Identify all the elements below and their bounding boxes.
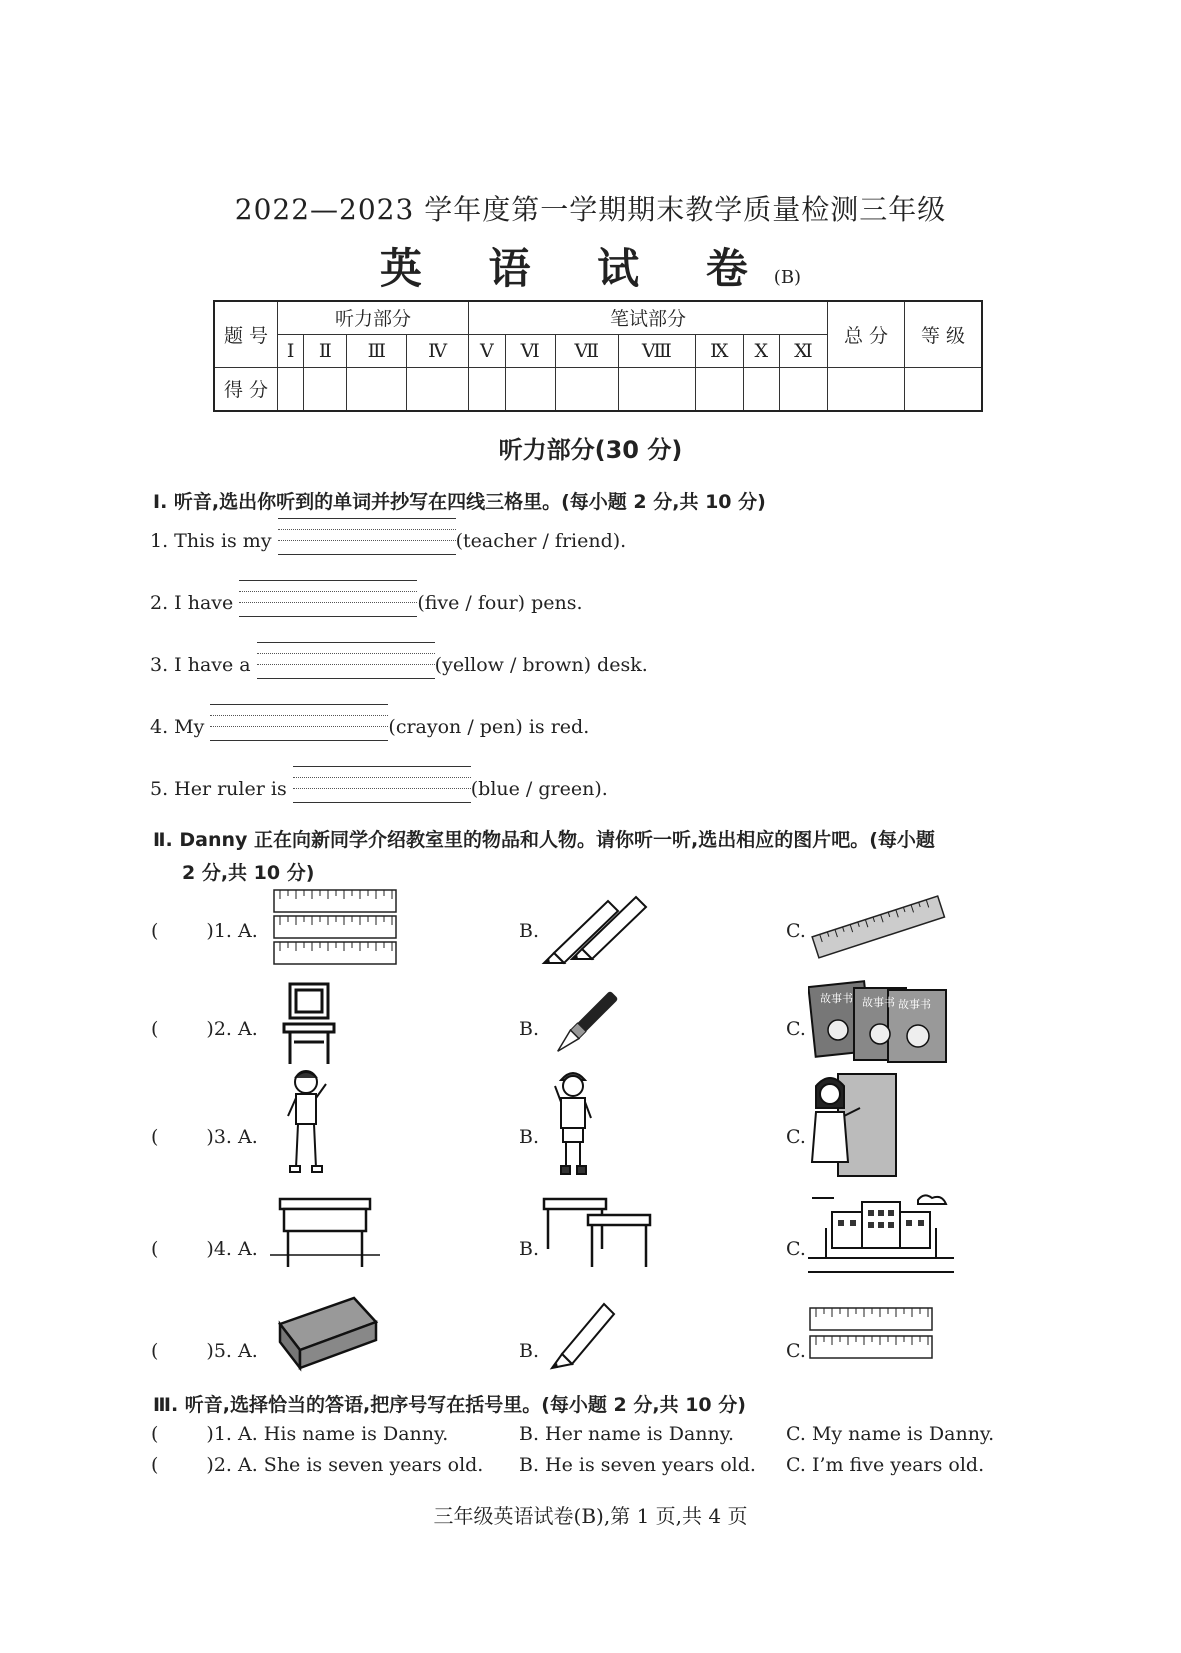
- ruler-picture: [806, 890, 950, 962]
- option-b-label: B.: [519, 1018, 540, 1040]
- total-score-header: 总 分: [828, 301, 905, 367]
- answer-bracket[interactable]: ( )2. A. She is seven years old.: [151, 1454, 484, 1476]
- score-cell[interactable]: [743, 367, 779, 411]
- two-rulers-picture: [808, 1306, 936, 1362]
- part1-item-text: 5. Her ruler is: [150, 778, 287, 800]
- option-b-label: B.: [519, 1126, 540, 1148]
- option-b-label: B.: [519, 920, 540, 942]
- score-cell[interactable]: [695, 367, 743, 411]
- part1-item-text: 4. My: [150, 716, 205, 738]
- score-row-label: 得 分: [214, 367, 278, 411]
- numeral-cell: Ⅷ: [618, 334, 695, 367]
- numeral-cell: Ⅲ: [347, 334, 407, 367]
- girl-student-picture: [284, 1068, 332, 1178]
- option-c-label: C.: [786, 1340, 806, 1362]
- exam-version: (B): [773, 267, 802, 288]
- four-line-grid[interactable]: [278, 532, 456, 552]
- part2-heading-line1: Ⅱ. Danny 正在向新同学介绍教室里的物品和人物。请你听一听,选出相应的图片吧。(每小题: [153, 829, 935, 851]
- four-line-grid[interactable]: [257, 656, 435, 676]
- part3-option-b: B. He is seven years old.: [519, 1454, 756, 1476]
- part1-heading: Ⅰ. 听音,选出你听到的单词并抄写在四线三格里。(每小题 2 分,共 10 分): [153, 491, 766, 513]
- score-cell[interactable]: [347, 367, 407, 411]
- part1-item-2: [150, 592, 583, 614]
- desk-picture: [270, 1195, 380, 1271]
- story-books-picture: [808, 980, 954, 1066]
- four-line-grid[interactable]: [293, 780, 471, 800]
- question-number-label: 题 号: [214, 301, 278, 367]
- score-cell[interactable]: [618, 367, 695, 411]
- score-table: [213, 300, 983, 412]
- part1-item-options: (blue / green).: [470, 778, 608, 800]
- part1-item-4: [150, 716, 589, 738]
- listening-group-header: 听力部分: [278, 301, 469, 334]
- part1-item-text: 1. This is my: [150, 530, 272, 552]
- option-b-label: B.: [519, 1238, 540, 1260]
- score-cell[interactable]: [505, 367, 555, 411]
- part3-heading: Ⅲ. 听音,选择恰当的答语,把序号写在括号里。(每小题 2 分,共 10 分): [153, 1394, 746, 1416]
- score-cell[interactable]: [407, 367, 469, 411]
- pencil-picture: [548, 1298, 618, 1370]
- option-c-label: C.: [786, 920, 806, 942]
- numeral-cell: Ⅳ: [407, 334, 469, 367]
- part3-option-c: C. My name is Danny.: [786, 1423, 995, 1445]
- option-b-label: B.: [519, 1340, 540, 1362]
- part1-item-options: (teacher / friend).: [455, 530, 627, 552]
- written-group-header: 笔试部分: [469, 301, 828, 334]
- option-c-label: C.: [786, 1018, 806, 1040]
- book-title: 故事书: [862, 996, 895, 1009]
- fountain-pen-picture: [548, 985, 624, 1061]
- numeral-cell: Ⅸ: [695, 334, 743, 367]
- score-cell[interactable]: [779, 367, 827, 411]
- part3-option-c: C. I’m five years old.: [786, 1454, 985, 1476]
- numeral-cell: Ⅵ: [505, 334, 555, 367]
- part1-item-options: (yellow / brown) desk.: [434, 654, 648, 676]
- answer-bracket[interactable]: ( )5. A.: [151, 1340, 258, 1362]
- exam-main-title: [0, 236, 1181, 296]
- numeral-cell: Ⅱ: [304, 334, 347, 367]
- numeral-cell: Ⅶ: [555, 334, 618, 367]
- chair-picture: [280, 980, 340, 1066]
- numeral-cell: Ⅺ: [779, 334, 827, 367]
- part2-heading-line2: 2 分,共 10 分): [182, 862, 315, 884]
- answer-bracket[interactable]: ( )2. A.: [151, 1018, 258, 1040]
- pencil-box-picture: [270, 1294, 380, 1372]
- part1-item-options: (crayon / pen) is red.: [388, 716, 590, 738]
- four-line-grid[interactable]: [210, 718, 388, 738]
- part1-item-text: 3. I have a: [150, 654, 251, 676]
- four-line-grid[interactable]: [239, 594, 417, 614]
- answer-bracket[interactable]: ( )1. A.: [151, 920, 258, 942]
- option-c-label: C.: [786, 1126, 806, 1148]
- two-pencils-picture: [540, 893, 650, 965]
- two-desks-picture: [540, 1195, 654, 1271]
- score-cell[interactable]: [278, 367, 304, 411]
- score-cell[interactable]: [555, 367, 618, 411]
- page-footer: 三年级英语试卷(B),第 1 页,共 4 页: [433, 1504, 748, 1528]
- listening-section-heading: 听力部分(30 分): [498, 436, 683, 464]
- numeral-cell: Ⅴ: [469, 334, 506, 367]
- answer-bracket[interactable]: ( )3. A.: [151, 1126, 258, 1148]
- answer-bracket[interactable]: ( )4. A.: [151, 1238, 258, 1260]
- school-building-picture: [806, 1188, 956, 1278]
- option-c-label: C.: [786, 1238, 806, 1260]
- part3-option-b: B. Her name is Danny.: [519, 1423, 734, 1445]
- grade-header: 等 级: [905, 301, 983, 367]
- boy-student-picture: [551, 1068, 599, 1178]
- grade-cell[interactable]: [905, 367, 983, 411]
- answer-bracket[interactable]: ( )1. A. His name is Danny.: [151, 1423, 449, 1445]
- teacher-picture: [808, 1072, 898, 1178]
- part1-item-options: (five / four) pens.: [417, 592, 583, 614]
- numeral-cell: Ⅹ: [743, 334, 779, 367]
- total-score-cell[interactable]: [828, 367, 905, 411]
- book-title: 故事书: [820, 992, 853, 1005]
- part1-item-3: [150, 654, 648, 676]
- part1-item-text: 2. I have: [150, 592, 234, 614]
- book-title: 故事书: [898, 998, 931, 1011]
- part1-item-1: [150, 530, 626, 552]
- part1-item-5: [150, 778, 608, 800]
- three-rulers-picture: [272, 888, 400, 966]
- numeral-cell: Ⅰ: [278, 334, 304, 367]
- score-cell[interactable]: [469, 367, 506, 411]
- exam-title-text: 英 语 试 卷: [379, 244, 774, 293]
- exam-title-line: 2022—2023 学年度第一学期期末教学质量检测三年级: [234, 193, 947, 226]
- score-cell[interactable]: [304, 367, 347, 411]
